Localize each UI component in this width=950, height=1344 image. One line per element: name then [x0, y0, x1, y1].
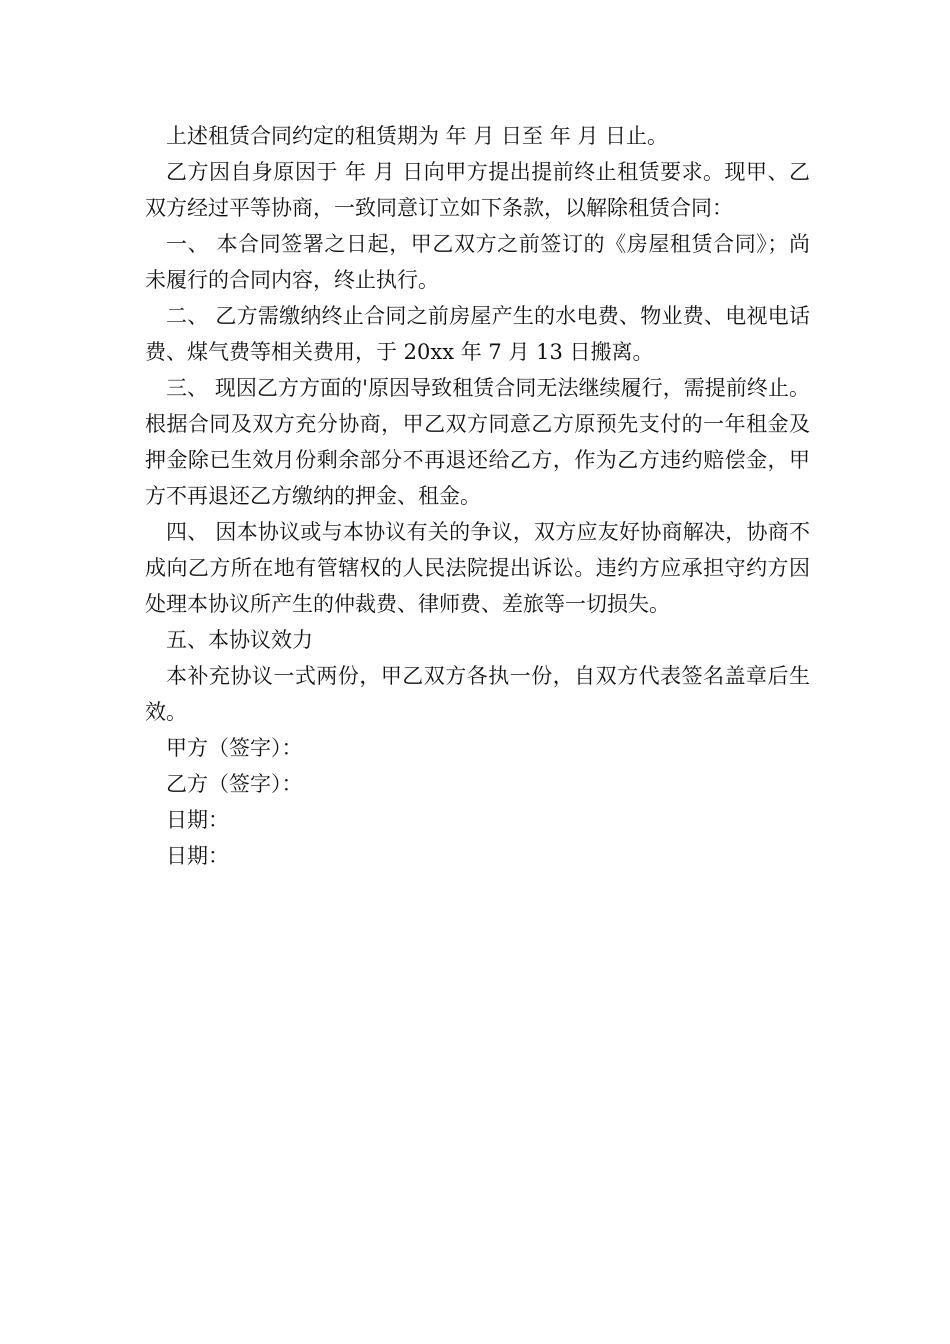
- document-body: [145, 118, 810, 874]
- clause-one: 一、 本合同签署之日起，甲乙双方之前签订的《房屋租赁合同》；尚未履行的合同内容，终止执行。: [145, 232, 810, 292]
- clause-two: 二、 乙方需缴纳终止合同之前房屋产生的水电费、物业费、电视电话费、煤气费等相关费用，于 20xx 年 7 月 13 日搬离。: [145, 304, 810, 364]
- termination-request-paragraph: 乙方因自身原因于 年 月 日向甲方提出提前终止租赁要求。现甲、乙双方经过平等协商，一致同意订立如下条款，以解除租赁合同：: [145, 160, 810, 220]
- date-line-a: 日期：: [166, 808, 229, 832]
- clause-three: 三、 现因乙方方面的'原因导致租赁合同无法继续履行，需提前终止。根据合同及双方充分协商，甲乙双方同意乙方原预先支付的一年租金及押金除已生效月份剩余部分不再退还给乙方，作为乙方违约赔偿金，甲方不再退还乙方缴纳的押金、租金。: [145, 376, 810, 508]
- clause-five-heading: 五、本协议效力: [166, 628, 313, 652]
- lease-term-paragraph: 上述租赁合同约定的租赁期为 年 月 日至 年 月 日止。: [166, 124, 669, 148]
- effectiveness-paragraph: 本补充协议一式两份，甲乙双方各执一份，自双方代表签名盖章后生效。: [145, 664, 810, 724]
- party-a-signature-line: 甲方（签字）：: [166, 736, 303, 760]
- clause-four: 四、 因本协议或与本协议有关的争议，双方应友好协商解决，协商不成向乙方所在地有管辖权的人民法院提出诉讼。违约方应承担守约方因处理本协议所产生的仲裁费、律师费、差旅等一切损失。: [145, 520, 810, 616]
- party-b-signature-line: 乙方（签字）：: [166, 772, 303, 796]
- date-line-b: 日期：: [166, 844, 229, 868]
